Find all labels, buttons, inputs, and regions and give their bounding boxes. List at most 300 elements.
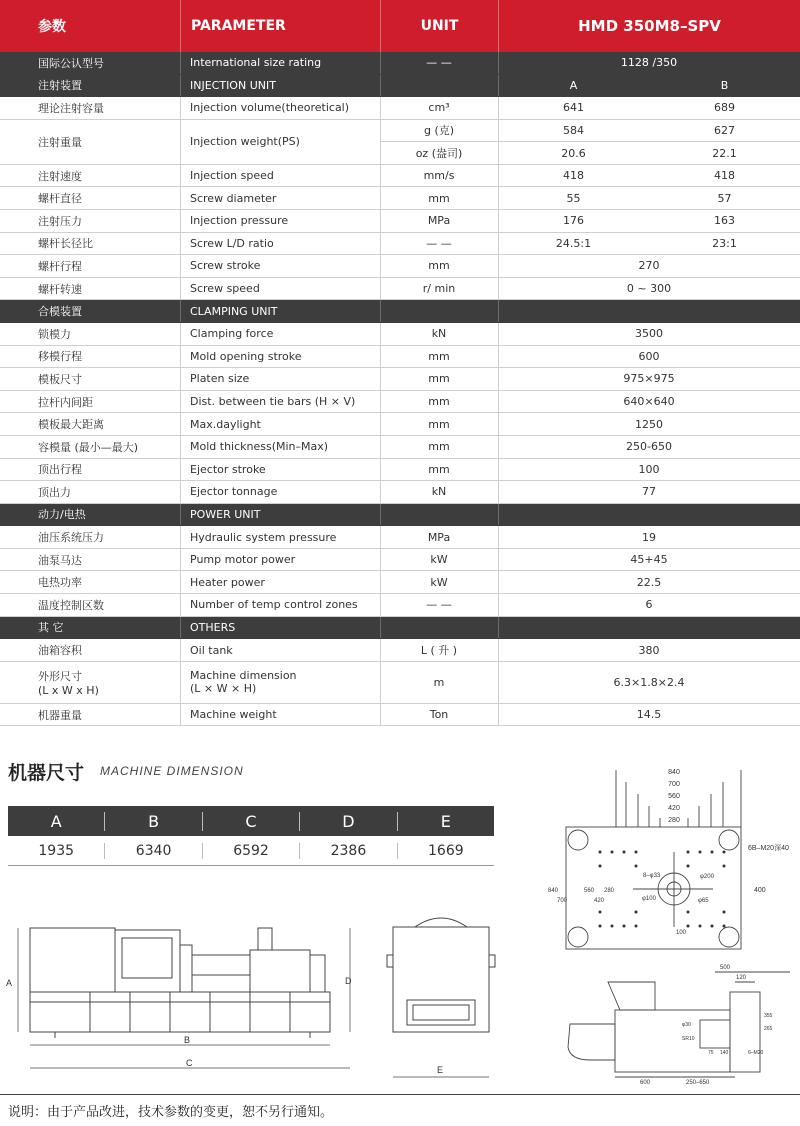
param-cn: 油箱容积 [38,644,82,658]
column-divider [180,391,181,413]
dim-header-a: A [8,812,105,831]
param-cn: 螺杆长径比 [38,237,93,251]
spec-row [0,368,800,391]
spec-row [0,391,800,414]
param-cn: 理论注射容量 [38,101,104,115]
value: 1128 /350 [620,56,678,70]
ejector-sr10: SR10 [682,1036,695,1042]
value: 250-650 [626,440,672,454]
param-en: Machine dimension (L × W × H) [190,669,297,696]
value-cell [498,119,800,164]
ejector-140: 140 [720,1050,729,1056]
value-cell [498,418,800,431]
column-divider [180,300,181,322]
param-en: Heater power [190,575,265,589]
value-b: 22.1 [712,146,737,160]
spec-row [0,571,800,594]
column-divider [498,662,499,703]
param-cn: 螺杆直径 [38,192,82,206]
ejector-phi30: φ30 [682,1022,691,1028]
ejector-75: 75 [708,1050,714,1056]
platen-dim-560: 560 [668,793,680,800]
column-divider [498,120,499,164]
spec-row [0,187,800,210]
value-b: 57 [717,191,732,205]
machine-front-view-drawing [385,905,497,1085]
column-divider [498,571,499,593]
value-cell [498,101,800,114]
column-divider [180,187,181,209]
value-cell [498,237,800,250]
param-en: Screw speed [190,282,260,296]
value: 77 [642,485,656,499]
platen-d100: φ100 [642,896,656,902]
value-a: 641 [563,101,584,115]
column-divider [498,594,499,616]
param-cn: 国际公认型号 [38,56,104,70]
param-en: Max.daylight [190,417,261,431]
dim-value-c: 6592 [203,843,300,859]
column-divider [180,459,181,481]
unit: mm [428,440,450,454]
column-divider [498,481,499,503]
platen-dim-280: 280 [668,817,680,824]
column-divider [180,571,181,593]
unit: g (克) [380,119,498,142]
param-en: Pump motor power [190,553,296,567]
column-divider [380,97,381,119]
param-en: Ejector tonnage [190,485,278,499]
param-cn: 电热功率 [38,576,82,590]
column-divider [180,165,181,187]
value-b: B [720,78,729,92]
column-divider [180,255,181,277]
unit: mm [428,417,450,431]
column-divider [380,391,381,413]
value: 1250 [635,417,663,431]
column-divider [498,278,499,300]
param-cn: 移模行程 [38,350,82,364]
spec-row [0,278,800,301]
column-divider [380,165,381,187]
platen-dim-left-420: 420 [594,898,605,904]
column-divider [498,413,499,435]
column-divider [498,210,499,232]
value: 975×975 [623,372,675,386]
param-en: Injection pressure [190,214,289,228]
param-cn: 锁模力 [38,327,71,341]
platen-b100: 100 [676,930,687,936]
dimension-subtitle: MACHINE DIMENSION [100,764,244,778]
param-en: Injection volume(theoretical) [190,101,350,115]
value-cell [498,644,800,657]
column-divider [380,413,381,435]
column-divider [180,210,181,232]
column-divider [380,662,381,703]
value: 6.3×1.8×2.4 [613,675,685,689]
platen-dim-left-700: 700 [557,898,568,904]
unit: r/ min [422,282,456,296]
spec-row [0,323,800,346]
column-divider [180,413,181,435]
column-divider [180,120,181,164]
spec-row [0,662,800,704]
column-divider [498,233,499,255]
spec-table [0,52,800,726]
value-cell [498,708,800,721]
unit: mm/s [423,169,455,183]
value-b: 163 [714,214,735,228]
param-cn: 注射压力 [38,214,82,228]
spec-row [0,436,800,459]
column-divider [380,233,381,255]
value-a: 418 [563,169,584,183]
platen-dim-right-400: 400 [754,887,766,894]
platen-dim-left-840: 840 [548,888,559,894]
param-cn: 温度控制区数 [38,598,104,612]
spec-row [0,459,800,482]
ejector-355: 355 [764,1013,773,1019]
column-divider [380,594,381,616]
ejector-dim-500: 500 [720,965,731,971]
dimension-header-row [8,806,494,836]
platen-dim-700: 700 [668,781,680,788]
unit: kN [431,485,447,499]
footnote: 说明：由于产品改进，技术参数的变更，恕不另行通知。 [8,1105,334,1120]
unit: — — [426,236,452,250]
param-en: Ejector stroke [190,462,266,476]
column-divider [380,300,381,322]
value-cell [498,282,800,295]
value: 6 [645,598,653,612]
param-en: CLAMPING UNIT [190,304,278,318]
column-divider [180,368,181,390]
column-divider [380,436,381,458]
value-cell [498,676,800,689]
value-b: 23:1 [712,236,737,250]
column-divider [180,549,181,571]
spec-header [0,0,800,52]
value-cell [498,553,800,566]
ejector-265: 265 [764,1026,773,1032]
value-b: 627 [714,123,735,137]
column-divider [180,436,181,458]
column-divider [498,255,499,277]
param-cn: 拉杆内间距 [38,395,93,409]
column-divider [498,97,499,119]
unit: mm [428,191,450,205]
spec-row [0,639,800,662]
spec-row [0,594,800,617]
column-divider [180,526,181,548]
header-unit: UNIT [380,0,498,52]
value-b: 689 [714,101,735,115]
unit: MPa [427,214,451,228]
header-model: HMD 350M8–SPV [498,0,800,52]
value-cell [498,485,800,498]
spec-row [0,481,800,504]
column-divider [180,346,181,368]
value-cell [498,395,800,408]
value: 600 [638,349,660,363]
column-divider [180,504,181,526]
value-cell [498,192,800,205]
value: 640×640 [623,395,675,409]
value-a: 24.5:1 [555,236,592,250]
param-cn: 其 它 [38,621,64,635]
unit: — — [426,598,452,612]
column-divider [498,52,499,74]
param-cn: 合模装置 [38,305,82,319]
spec-row [0,526,800,549]
param-cn: 螺杆行程 [38,259,82,273]
column-divider [498,391,499,413]
param-en: International size rating [190,56,322,70]
spec-row [0,549,800,572]
dimension-title: 机器尺寸 [8,762,85,784]
param-en: Screw stroke [190,259,261,273]
section-row [0,52,800,75]
value-cell [498,169,800,182]
param-cn: 油泵马达 [38,553,82,567]
ejector-detail-drawing [560,962,796,1087]
param-cn: 注射速度 [38,169,82,183]
section-row [0,617,800,640]
param-cn: 容模量 (最小—最大) [38,440,139,454]
param-en: Hydraulic system pressure [190,530,337,544]
column-divider [380,52,381,74]
spec-row [0,346,800,369]
unit: kN [431,327,447,341]
value-cell [498,350,800,363]
column-divider [180,97,181,119]
spec-row [0,704,800,727]
value-pair [498,142,800,164]
column-divider [180,278,181,300]
ejector-dim-250-650: 250–650 [686,1080,710,1086]
value-cell [498,463,800,476]
param-cn: 注射重量 [38,135,82,149]
dim-value-b: 6340 [105,843,202,859]
column-divider [498,704,499,726]
value-cell [498,79,800,92]
platen-dim-left-280: 280 [604,888,615,894]
unit: MPa [427,530,451,544]
column-divider [180,75,181,97]
param-en: Injection speed [190,169,274,183]
param-en: INJECTION UNIT [190,78,276,92]
value-cell [498,327,800,340]
drawing-label-e: E [437,1065,444,1075]
drawing-label-a: A [6,978,13,988]
ejector-dim-120: 120 [736,975,747,981]
unit: mm [428,372,450,386]
value: 380 [638,643,660,657]
column-divider [180,639,181,661]
value-cell [498,214,800,227]
column-divider [180,52,181,74]
param-en: OTHERS [190,620,236,634]
column-divider [380,526,381,548]
value: 0 ~ 300 [626,282,672,296]
ejector-dim-600: 600 [640,1080,651,1086]
dim-header-b: B [105,812,202,831]
column-divider [498,526,499,548]
value-a: A [569,78,578,92]
column-divider [180,594,181,616]
unit: m [433,675,445,689]
param-en: Dist. between tie bars (H × V) [190,395,356,409]
param-en: Screw L/D ratio [190,236,274,250]
column-divider [380,549,381,571]
column-divider [380,617,381,639]
platen-holes-note: 8–φ33 [643,873,661,879]
value: 100 [638,462,660,476]
value: 3500 [635,327,663,341]
column-divider [380,504,381,526]
platen-dim-420: 420 [668,805,680,812]
param-cn: 油压系统压力 [38,531,104,545]
param-en: POWER UNIT [190,507,261,521]
dimension-table [8,806,494,866]
value-a: 584 [563,123,584,137]
platen-dim-left-560: 560 [584,888,595,894]
column-divider [498,504,499,526]
column-divider [498,617,499,639]
param-en: Screw diameter [190,191,277,205]
column-divider [180,704,181,726]
value-cell [498,531,800,544]
value-cell [498,440,800,453]
spec-row [0,97,800,120]
value-b: 418 [714,169,735,183]
dim-value-d: 2386 [300,843,397,859]
spec-row [0,120,800,165]
value-cell [498,259,800,272]
column-divider [498,346,499,368]
column-divider [380,571,381,593]
column-divider [380,459,381,481]
column-divider [498,165,499,187]
spec-row [0,165,800,188]
value-cell [498,372,800,385]
param-en: Mold opening stroke [190,349,302,363]
value-a: 55 [566,191,581,205]
param-cn: 注射装置 [38,79,82,93]
platen-drawing [548,762,796,962]
column-divider [380,368,381,390]
column-divider [498,459,499,481]
spec-row [0,233,800,256]
footer-divider [0,1094,800,1095]
value: 19 [642,530,656,544]
unit: L ( 升 ) [420,644,458,658]
param-cn: 螺杆转速 [38,282,82,296]
param-en: Machine weight [190,708,277,722]
unit-cell [380,119,498,164]
value-a: 176 [563,214,584,228]
param-cn: 外形尺寸 (L x W x H) [38,669,99,697]
dim-header-d: D [300,812,397,831]
param-cn: 顶出行程 [38,463,82,477]
column-divider [498,323,499,345]
value-cell [498,576,800,589]
column-divider [380,639,381,661]
column-divider [380,255,381,277]
column-divider [380,704,381,726]
spec-row [0,255,800,278]
header-param-cn: 参数 [0,0,180,52]
column-divider [380,210,381,232]
param-cn: 顶出力 [38,485,71,499]
dim-value-e: 1669 [428,842,464,859]
param-en: Number of temp control zones [190,598,358,612]
unit: mm [428,462,450,476]
param-en: Clamping force [190,327,274,341]
column-divider [380,346,381,368]
param-cn: 机器重量 [38,708,82,722]
column-divider [180,481,181,503]
column-divider [380,75,381,97]
value: 14.5 [636,708,662,722]
unit: kW [430,575,448,589]
dimension-value-row [8,836,494,866]
section-row [0,75,800,98]
param-en: Injection weight(PS) [190,135,300,149]
section-row [0,300,800,323]
param-en: Mold thickness(Min–Max) [190,440,329,454]
unit: oz (盎司) [415,147,463,161]
ejector-6m20: 6–M20 [748,1050,764,1056]
column-divider [498,368,499,390]
column-divider [380,187,381,209]
unit: mm [428,395,450,409]
drawing-label-b: B [184,1035,191,1045]
column-divider [380,481,381,503]
column-divider [180,323,181,345]
platen-dim-840: 840 [668,769,680,776]
value: 270 [638,259,660,273]
column-divider [498,75,499,97]
unit: mm [428,259,450,273]
param-cn: 模板最大距离 [38,418,104,432]
value-a: 20.6 [561,146,586,160]
param-cn: 动力/电热 [38,508,86,522]
column-divider [380,323,381,345]
column-divider [380,278,381,300]
param-cn: 模板尺寸 [38,372,82,386]
drawing-label-c: C [186,1058,193,1068]
column-divider [180,662,181,703]
column-divider [498,436,499,458]
unit: mm [428,349,450,363]
param-en: Platen size [190,372,250,386]
column-divider [498,187,499,209]
column-divider [380,120,381,164]
value-cell [498,56,800,69]
column-divider [498,639,499,661]
spec-row [0,210,800,233]
unit: — — [426,56,452,70]
drawing-label-d: D [345,976,352,986]
column-divider [180,617,181,639]
header-parameter: PARAMETER [180,0,380,52]
platen-d200: φ200 [700,874,714,880]
unit: cm³ [428,101,450,115]
spec-row [0,413,800,436]
value: 45+45 [630,553,668,567]
platen-d65: φ65 [698,898,709,904]
